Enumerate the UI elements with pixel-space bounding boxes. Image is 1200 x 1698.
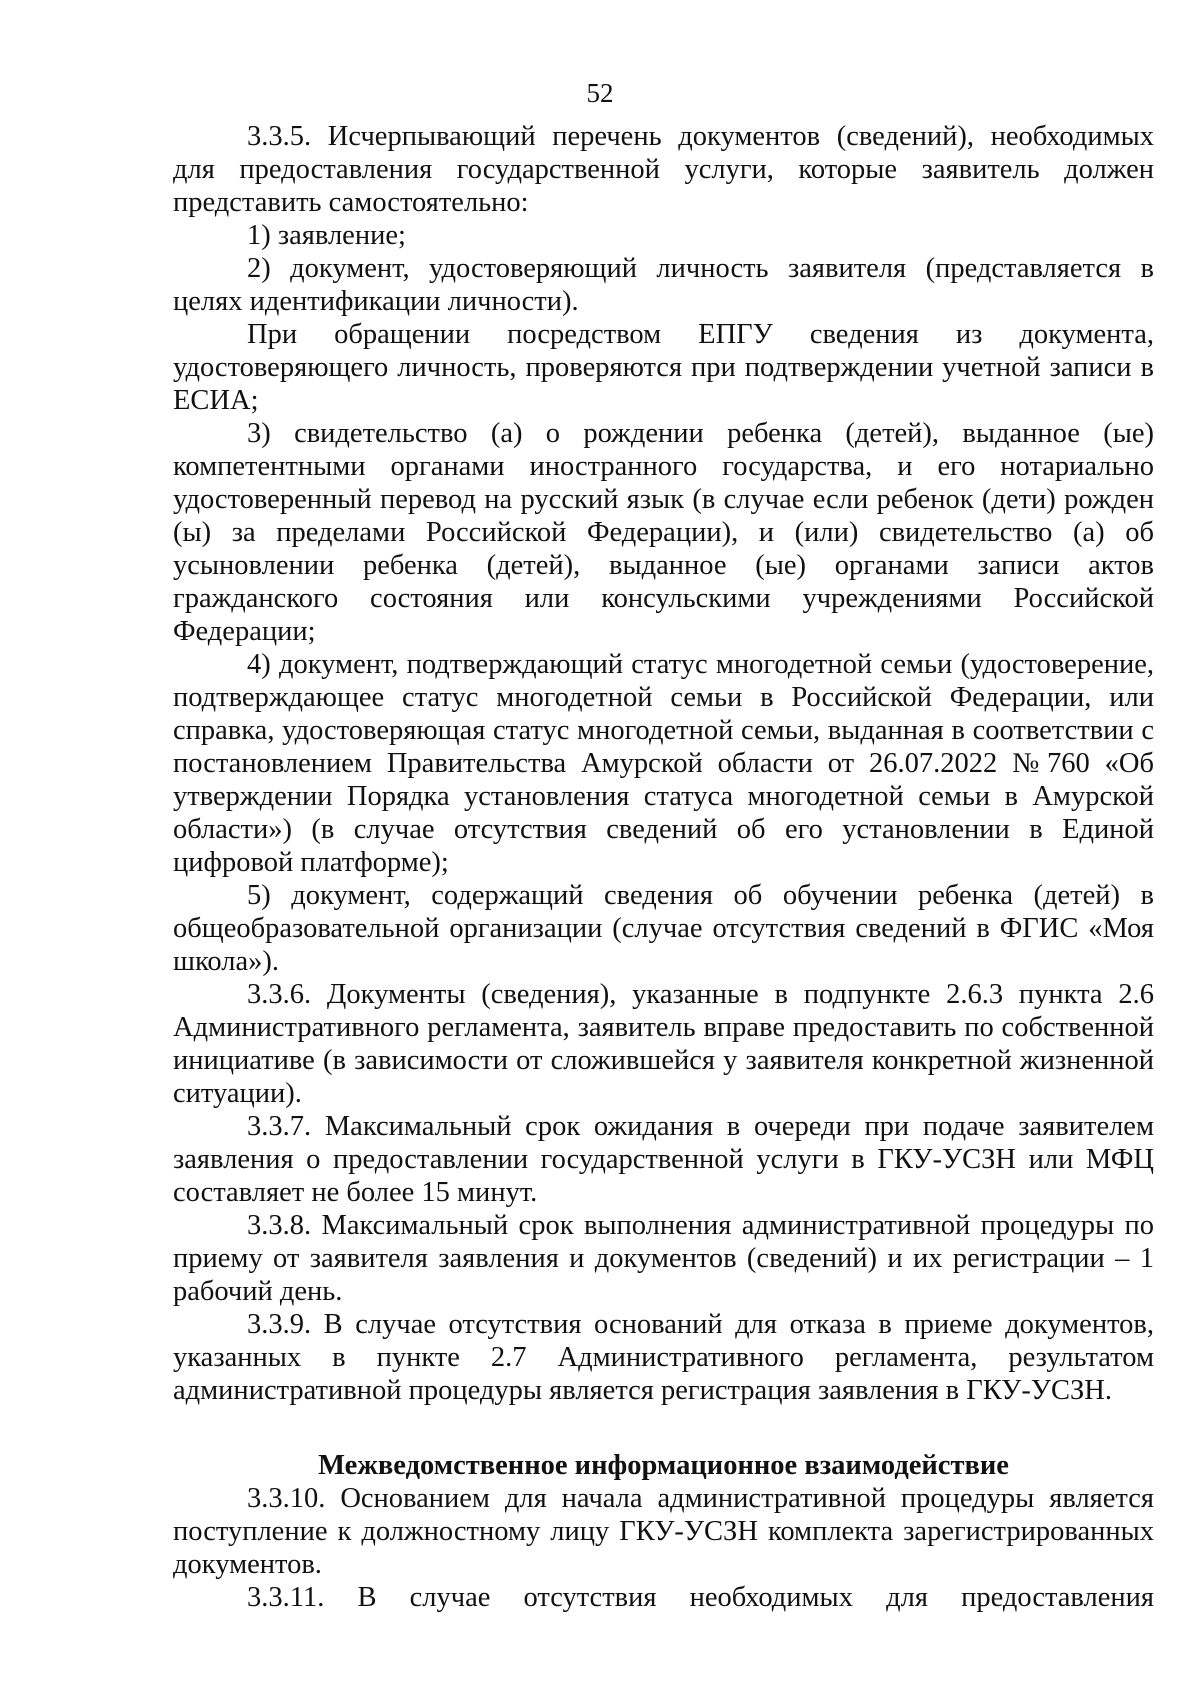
paragraph-3-3-5: 3.3.5. Исчерпывающий перечень документов (сведений), необходимых для предоставления государственной услуги, которые заявитель должен представить самостоятельно: xyxy=(173,121,1154,218)
paragraph-epgu: При обращении посредством ЕПГУ сведения из документа, удостоверяющего личность, проверяются при подтверждении учетной записи в ЕСИА; xyxy=(173,319,1154,416)
paragraph-3-3-10: 3.3.10. Основанием для начала административной процедуры является поступление к должностному лицу ГКУ-УСЗН комплекта зарегистрированных документов. xyxy=(173,1483,1154,1580)
document-body xyxy=(173,120,1154,1614)
paragraph-3-3-6: 3.3.6. Документы (сведения), указанные в подпункте 2.6.3 пункта 2.6 Административного регламента, заявитель вправе предоставить по собственной инициативе (в зависимости от сложившейся у заявителя конкретной жизненной ситуации). xyxy=(173,979,1154,1109)
list-item-4: 4) документ, подтверждающий статус многодетной семьи (удостоверение, подтверждающее статус многодетной семьи в Российской Федерации, или справка, удостоверяющая статус многодетной семьи, выданная в соответствии с постановлением Правительства Амурской области от 26.07.2022 №760 «Об утверждении Порядка установления статуса многодетной семьи в Амурской области») (в случае отсутствия сведений об его установлении в Единой цифровой платформе); xyxy=(173,649,1154,878)
list-item-2: 2) документ, удостоверяющий личность заявителя (представляется в целях идентификации личности). xyxy=(173,253,1154,317)
section-heading: Межведомственное информационное взаимодействие xyxy=(318,1450,1009,1481)
paragraph-3-3-11: 3.3.11. В случае отсутствия необходимых для предоставления xyxy=(247,1582,1154,1613)
list-item-5: 5) документ, содержащий сведения об обучении ребенка (детей) в общеобразовательной организации (случае отсутствия сведений в ФГИС «Моя школа»). xyxy=(173,880,1154,977)
paragraph-3-3-7: 3.3.7. Максимальный срок ожидания в очереди при подаче заявителем заявления о предоставлении государственной услуги в ГКУ-УСЗН или МФЦ составляет не более 15 минут. xyxy=(173,1111,1154,1208)
page-number: 52 xyxy=(586,78,614,108)
list-item-3: 3) свидетельство (а) о рождении ребенка (детей), выданное (ые) компетентными органами иностранного государства, и его нотариально удостоверенный перевод на русский язык (в случае если ребенок (дети) рожден (ы) за пределами Российской Федерации), и (или) свидетельство (а) об усыновлении ребенка (детей), выданное (ые) органами записи актов гражданского состояния или консульскими учреждениями Российской Федерации; xyxy=(173,418,1154,647)
paragraph-3-3-8: 3.3.8. Максимальный срок выполнения административной процедуры по приему от заявителя заявления и документов (сведений) и их регистрации – 1 рабочий день. xyxy=(173,1210,1154,1307)
list-item-1: 1) заявление; xyxy=(247,220,406,251)
paragraph-3-3-9: 3.3.9. В случае отсутствия оснований для отказа в приеме документов, указанных в пункте 2.7 Административного регламента, результатом административной процедуры является регистрация заявления в ГКУ-УСЗН. xyxy=(173,1309,1154,1406)
